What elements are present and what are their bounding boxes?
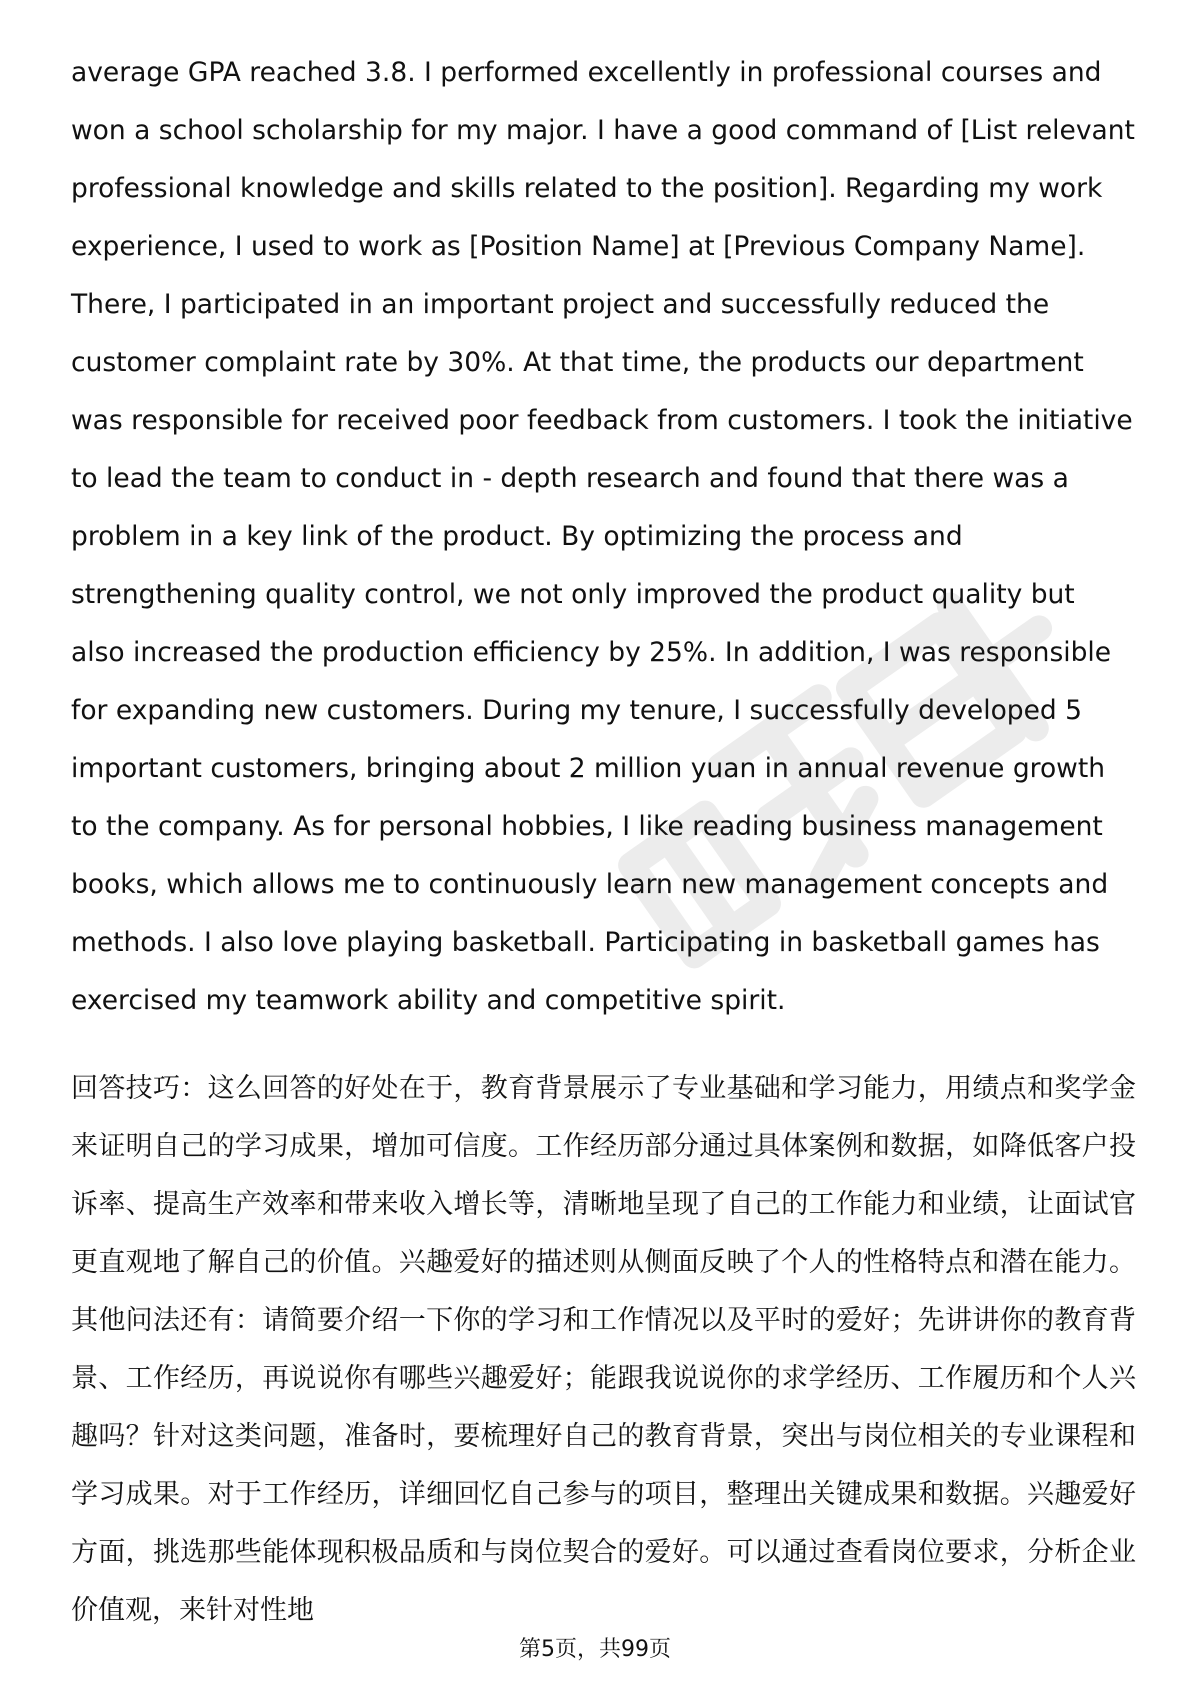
- answer-tips-paragraph: 回答技巧：这么回答的好处在于，教育背景展示了专业基础和学习能力，用绩点和奖学金来证明自己的学习成果，增加可信度。工作经历部分通过具体案例和数据，如降低客户投诉率、提高生产效率和带来收入增长等，清晰地呈现了自己的工作能力和业绩，让面试官更直观地了解自己的价值。兴趣爱好的描述则从侧面反映了个人的性格特点和潜在能力。其他问法还有：请简要介绍一下你的学习和工作情况以及平时的爱好；先讲讲你的教育背景、工作经历，再说说你有哪些兴趣爱好；能跟我说说你的求学经历、工作履历和个人兴趣吗？针对这类问题，准备时，要梳理好自己的教育背景，突出与岗位相关的专业课程和学习成果。对于工作经历，详细回忆自己参与的项目，整理出关键成果和数据。兴趣爱好方面，挑选那些能体现积极品质和与岗位契合的爱好。可以通过查看岗位要求，分析企业价值观，来针对性地: [71, 1073, 1136, 1626]
- document-body: [71, 44, 1136, 1640]
- english-paragraph: average GPA reached 3.8. I performed excellently in professional courses and won a school scholarship for my major. I have a good command of [List relevant professional knowledge and skills related to the position]. Regarding my work experience, I used to work as [Position Name] at [Previous Company Name]. There, I participated in an important project and successfully reduced the customer complaint rate by 30%. At that time, the products our department was responsible for received poor feedback from customers. I took the initiative to lead the team to conduct in - depth research and found that there was a problem in a key link of the product. By optimizing the process and strengthening quality control, we not only improved the product quality but also increased the production efficiency by 25%. In addition, I was responsible for expanding new customers. During my tenure, I successfully developed 5 important customers, bringing about 2 million yuan in annual revenue growth to the company. As for personal hobbies, I like reading business management books, which allows me to continuously learn new management concepts and methods. I also love playing basketball. Participating in basketball games has exercised my teamwork ability and competitive spirit.: [71, 57, 1135, 1016]
- page-number-footer: 第5页，共99页: [519, 1637, 671, 1662]
